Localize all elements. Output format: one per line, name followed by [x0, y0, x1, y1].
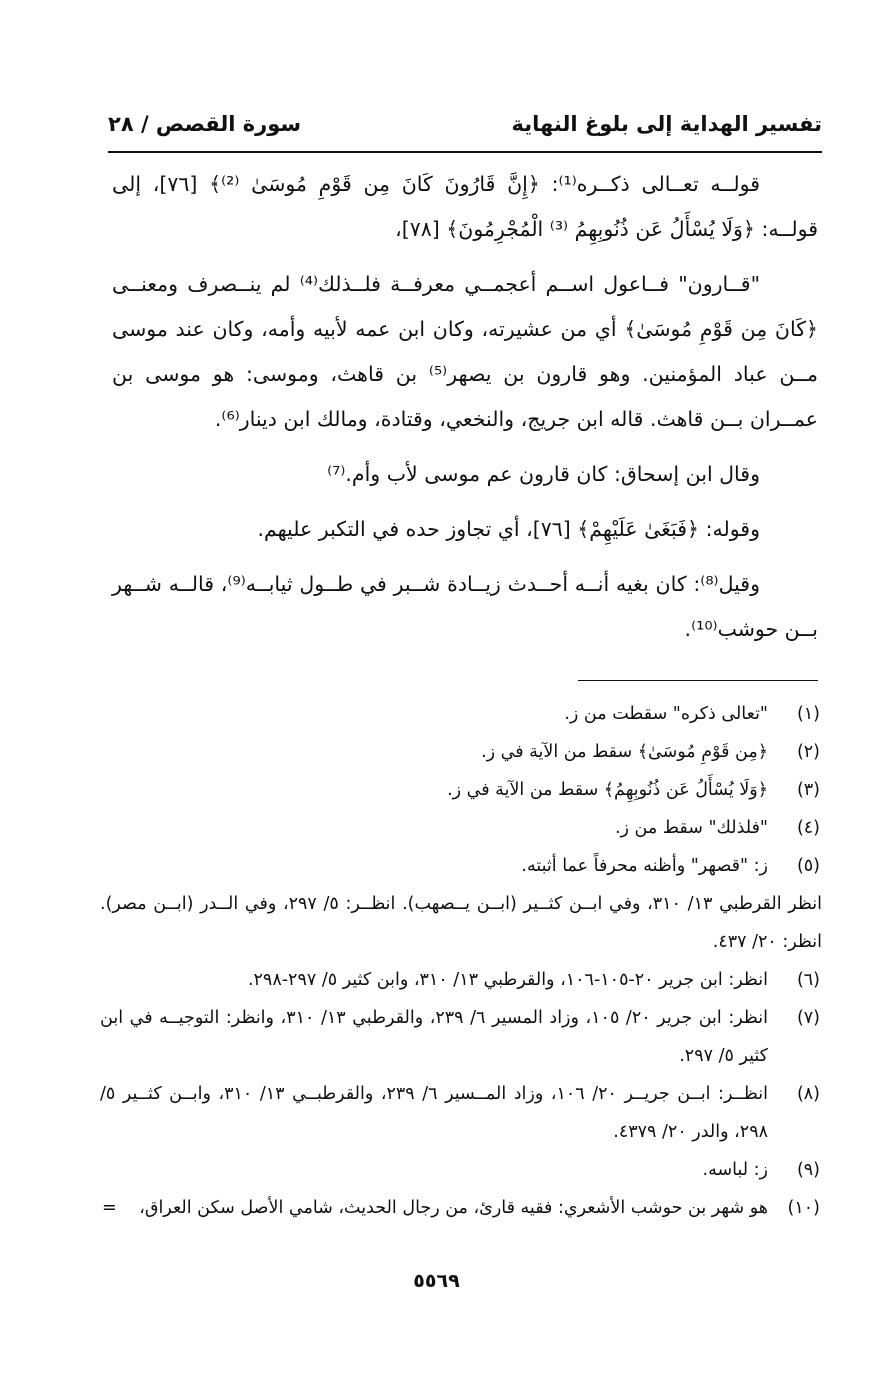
- footnote-rule: [578, 680, 818, 681]
- paragraph-qarun: "قــارون" فــاعول اســم أعجمــي معرفــة فلــذلك⁽⁴⁾ لم ينــصرف ومعنــى ﴿كَانَ مِن قَوْمِ مُوسَىٰ﴾ أي من عشيرته، وكان ابن عمه لأبيه وأمه، وكان عند موسى مــن عباد المؤمنين. وهو قارون بن يصهر⁽⁵⁾ بن قاهث، وموسى: هو موسى بن عمــران بــن قاهث. قاله ابن جريج، والنخعي، وقتادة، ومالك ابن دينار⁽⁶⁾.: [112, 272, 818, 431]
- paragraph-ibn-ishaq: وقال ابن إسحاق: كان قارون عم موسى لأب وأم.⁽⁷⁾: [327, 462, 760, 486]
- paragraph-qil: وقيل⁽⁸⁾: كان بغيه أنــه أحــدث زيــادة شــبر في طــول ثيابــه⁽⁹⁾، قالــه شــهر بــن حوشب⁽¹⁰⁾.: [112, 572, 818, 641]
- paragraph-intro: قولــه تعــالى ذكــره⁽¹⁾: ﴿إِنَّ قَارُونَ كَانَ مِن قَوْمِ مُوسَىٰ ⁽²⁾﴾ [٧٦]، إلى قولــه: ﴿وَلَا يُسْأَلُ عَن ذُنُوبِهِمُ ⁽³⁾ الْمُجْرِمُونَ﴾ [٧٨]،: [112, 172, 818, 241]
- footnote-text: ﴿مِن قَوْمِ مُوسَىٰ﴾ سقط من الآية في ز.: [481, 742, 768, 762]
- surah-label: سورة القصص / ٢٨: [108, 112, 302, 136]
- footnote-text: هو شهر بن حوشب الأشعري: فقيه قارئ، من رجال الحديث، شامي الأصل سكن العراق،: [139, 1198, 768, 1218]
- footnote: [100, 847, 822, 885]
- footnote-continuation: انظر القرطبي ١٣/ ٣١٠، وفي ابــن كثــير (ابــن يــصهب). انظــر: ٥/ ٢٩٧، وفي الــدر (ابــن مصر). انظر: ٢٠/ ٤٣٧.: [100, 894, 823, 952]
- running-header: [108, 112, 822, 152]
- footnote-text: "فلذلك" سقط من ز.: [614, 818, 768, 838]
- footnote: [100, 1189, 822, 1227]
- footnote-number: (٦): [796, 970, 820, 990]
- footnote-number: (٤): [796, 818, 820, 838]
- footnote-number: (٨): [796, 1084, 820, 1104]
- footnote-text: انظــر: ابــن جريــر ٢٠/ ١٠٦، وزاد المــسير ٦/ ٢٣٩، والقرطبــي ١٣/ ٣١٠، وابــن كثــير ٥/ ٢٩٨، والدر ٢٠/ ٤٣٧٩.: [100, 1084, 768, 1142]
- footnote: [100, 961, 822, 999]
- footnote-number: (٢): [796, 742, 820, 762]
- paragraph-baghy: وقوله: ﴿فَبَغَىٰ عَلَيْهِمْ﴾ [٧٦]، أي تجاوز حده في التكبر عليهم.: [257, 517, 760, 541]
- footnote-number: (١٠): [787, 1198, 820, 1218]
- footnote: [100, 1075, 822, 1151]
- footnote-text: ز: "قصهر" وأظنه محرفاً عما أثبته.: [521, 856, 768, 876]
- footnote-text: ﴿وَلَا يُسْأَلُ عَن ذُنُوبِهِمُ﴾ سقط من الآية في ز.: [447, 780, 768, 800]
- footnote: [100, 695, 822, 733]
- footnote: [100, 1151, 822, 1189]
- footnote-number: (٣): [796, 780, 820, 800]
- footnote-text: انظر: ابن جرير ٢٠/ ١٠٥، وزاد المسير ٦/ ٢٣٩، والقرطبي ١٣/ ٣١٠، وانظر: التوجيــه في ابن كثير ٥/ ٢٩٧.: [100, 1008, 768, 1066]
- footnotes: [100, 695, 822, 1227]
- footnote-number: (١): [796, 704, 820, 724]
- footnote-number: (٩): [796, 1160, 820, 1180]
- footnote-text: انظر: ابن جرير ٢٠-١٠٥-١٠٦، والقرطبي ١٣/ ٣١٠، وابن كثير ٥/ ٢٩٧-٢٩٨.: [247, 970, 768, 990]
- footnote-number: (٧): [796, 1008, 820, 1028]
- page-number: ٥٥٦٩: [413, 1270, 460, 1292]
- footnote: [100, 771, 822, 809]
- footnote-text: "تعالى ذكره" سقطت من ز.: [564, 704, 768, 724]
- continuation-mark: =: [102, 1198, 117, 1218]
- footnote-text: ز: لباسه.: [702, 1160, 768, 1180]
- footnote: [100, 809, 822, 847]
- footnote: [100, 999, 822, 1075]
- main-text: [112, 162, 818, 652]
- header-rule: [108, 151, 822, 153]
- footnote: [100, 733, 822, 771]
- book-title: تفسير الهداية إلى بلوغ النهاية: [511, 112, 822, 136]
- footnote-number: (٥): [796, 856, 820, 876]
